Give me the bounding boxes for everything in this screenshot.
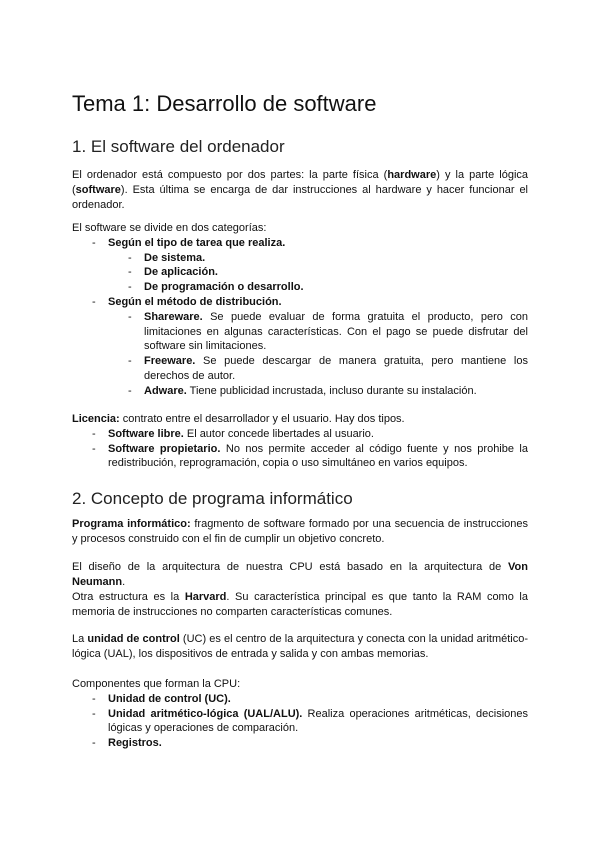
text-bold: Según el tipo de tarea que realiza. xyxy=(108,236,286,249)
bullet: - xyxy=(128,281,132,294)
bullet: - xyxy=(92,442,96,455)
paragraph: Componentes que forman la CPU: xyxy=(72,678,241,690)
bullet: - xyxy=(128,310,132,323)
list-item xyxy=(72,692,528,707)
list-item xyxy=(72,265,528,280)
bullet: - xyxy=(92,427,96,440)
text: . xyxy=(122,575,126,588)
text: . Su característica principal es que tanto la RAM como la memoria de instrucciones no comparten características comunes. xyxy=(72,591,528,618)
bullet: - xyxy=(92,707,96,720)
text: ) y la parte lógica ( xyxy=(72,169,529,196)
section-heading-1: 1. El software del ordenador xyxy=(72,137,285,156)
bullet: - xyxy=(92,236,96,249)
bullet: - xyxy=(92,295,96,308)
text-bold: software xyxy=(75,183,121,196)
list-item xyxy=(72,236,528,251)
text: ). Esta última se encarga de dar instrucciones al hardware y hacer funcionar el ordenador. xyxy=(72,183,528,211)
text-bold: De programación o desarrollo. xyxy=(144,281,304,294)
categories-list xyxy=(72,221,528,399)
text: No nos permite acceder al código fuente y nos prohibe la redistribución, reprogramación, copia o uso simultáneo en varios equipos. xyxy=(108,442,528,470)
text-bold: Licencia: xyxy=(72,413,120,425)
text-bold: Según el método de distribución. xyxy=(108,295,282,308)
text-bold: Adware. xyxy=(144,384,187,397)
text-bold: Unidad de control (UC). xyxy=(108,692,231,705)
text-bold: Software propietario. xyxy=(108,442,221,455)
bullet: - xyxy=(92,737,96,750)
list-item xyxy=(72,707,528,737)
text-bold: Unidad aritmético-lógica (UAL/ALU). xyxy=(108,707,303,720)
section-heading-2: 2. Concepto de programa informático xyxy=(72,489,353,508)
paragraph: El software se divide en dos categorías: xyxy=(72,222,267,234)
list-item xyxy=(72,295,528,310)
text-bold: Harvard xyxy=(184,591,227,603)
text: Se puede descargar de manera gratuita, pero mantiene los derechos de autor. xyxy=(144,355,528,382)
bullet: - xyxy=(128,266,132,279)
list-item xyxy=(72,280,528,295)
bullet: - xyxy=(128,384,132,397)
list-item xyxy=(72,427,528,442)
bullet: - xyxy=(92,692,96,705)
text-bold: Registros. xyxy=(108,737,162,750)
text-bold: unidad de control xyxy=(87,633,180,645)
list-item xyxy=(72,442,528,472)
text-bold: De aplicación. xyxy=(144,266,218,279)
text-bold: Freeware. xyxy=(144,355,196,368)
text: Se puede evaluar de forma gratuita el producto, pero con limitaciones en algunas características. Con el pago se puede disfrutar del software sin limitaciones. xyxy=(144,310,528,353)
list-item xyxy=(72,384,528,399)
text: Otra estructura es la xyxy=(72,591,185,603)
harvard-paragraph xyxy=(72,590,528,620)
text: El autor concede libertades al usuario. xyxy=(183,427,374,440)
text: Realiza operaciones aritméticas, decisiones lógicas y operaciones de comparación. xyxy=(108,707,528,735)
text-bold: De sistema. xyxy=(144,251,206,264)
cpu-components-list xyxy=(72,677,528,751)
text-bold: Software libre. xyxy=(108,427,184,440)
text: contrato entre el desarrollador y el usuario. Hay dos tipos. xyxy=(119,413,405,425)
text: fragmento de software formado por una secuencia de instrucciones y procesos construido con el fin de cumplir un objetivo concreto. xyxy=(72,518,528,545)
text-bold: Von Neumann xyxy=(72,561,528,588)
text: (UC) es el centro de la arquitectura y conecta con la unidad aritmético-lógica (UAL), los dispositivos de entrada y salida y con ambas memorias. xyxy=(72,633,529,660)
control-unit-paragraph xyxy=(72,632,528,662)
list-item xyxy=(72,251,528,266)
paragraph xyxy=(72,412,528,427)
von-neumann-paragraph xyxy=(72,560,528,590)
list-item xyxy=(72,736,528,751)
list-item xyxy=(72,354,528,384)
text: El ordenador está compuesto por dos partes: la parte física ( xyxy=(72,169,388,181)
list-item xyxy=(72,310,528,354)
text: La xyxy=(72,633,88,645)
bullet: - xyxy=(128,355,132,368)
text-bold: Shareware. xyxy=(144,310,203,323)
text-bold: Programa informático: xyxy=(72,518,191,530)
text: El diseño de la arquitectura de nuestra CPU está basado en la arquitectura de xyxy=(72,561,509,573)
text: Tiene publicidad incrustada, incluso durante su instalación. xyxy=(186,384,477,397)
license-block xyxy=(72,412,528,471)
bullet: - xyxy=(128,251,132,264)
page-title: Tema 1: Desarrollo de software xyxy=(72,91,377,116)
definition-paragraph xyxy=(72,517,528,547)
paragraph-intro xyxy=(72,168,528,212)
text-bold: hardware xyxy=(387,169,437,181)
